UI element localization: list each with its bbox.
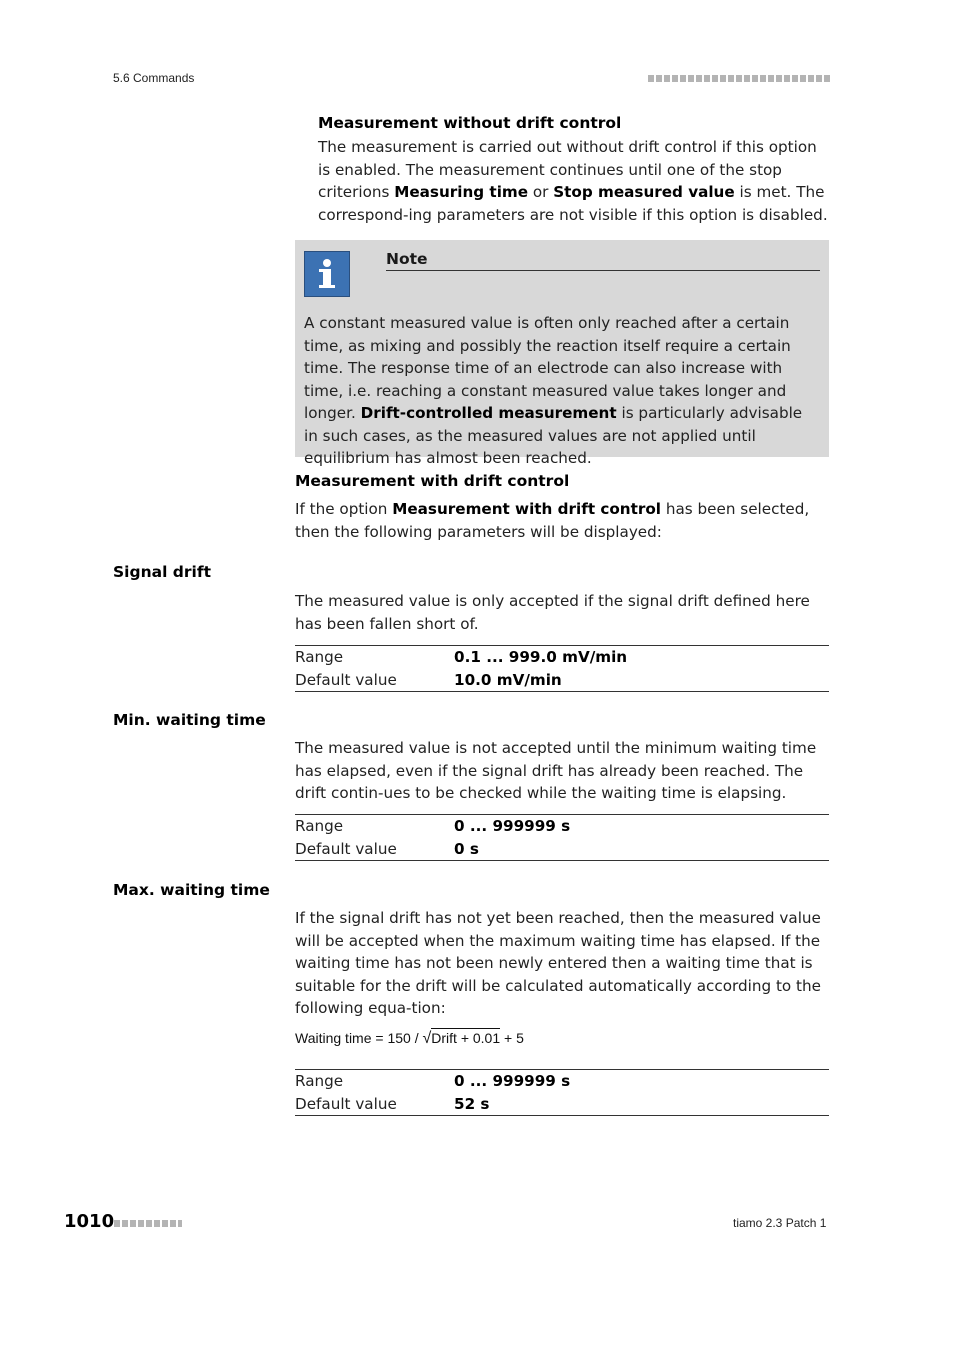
waiting-time-equation: [295, 1030, 524, 1056]
footer-product: tiamo 2.3 Patch 1: [733, 1216, 827, 1230]
heading-without-drift: Measurement without drift control: [318, 114, 622, 132]
default-value: 10.0 mV/min: [454, 670, 562, 689]
info-icon: [304, 251, 350, 297]
range-value: 0 ... 999999 s: [454, 1072, 571, 1090]
note-text: A constant measured value is often only reached after a certain time, as mixing and possibly the reaction itself require a certain time. The response time of an electrode can also increase with time, i.e. reaching a constant measured value takes longer and longer. Drift-controlled measurement is particularly advisable in such cases, as the measured values are not applied until equilibrium has almost been reached.: [304, 314, 803, 467]
default-value: 52 s: [454, 1094, 490, 1113]
max-waiting-time-label: Max. waiting time: [113, 881, 270, 899]
signal-drift-table: [295, 645, 829, 692]
note-title: Note: [386, 250, 820, 271]
range-label: Range: [295, 817, 344, 835]
sqrt-sign: √: [422, 1030, 432, 1047]
footer-decorative-dots: [114, 1220, 182, 1227]
table-row: [295, 838, 829, 861]
equation-right: + 5: [500, 1030, 524, 1046]
range-value: 0.1 ... 999.0 mV/min: [454, 648, 628, 666]
paragraph-without-drift: The measurement is carried out without drift control if this option is enabled. The measurement continues until one of the stop criterions Measuring time or Stop measured value is met. The correspond-ing parameters are not visible if this option is disabled.: [318, 138, 828, 224]
running-header-section: 5.6 Commands: [113, 71, 195, 85]
signal-drift-text: The measured value is only accepted if the signal drift defined here has been fallen short of.: [295, 592, 810, 633]
heading-with-drift: Measurement with drift control: [295, 472, 570, 490]
range-value: 0 ... 999999 s: [454, 817, 571, 835]
equation-left: Waiting time = 150 /: [295, 1030, 423, 1046]
min-waiting-time-label: Min. waiting time: [113, 711, 266, 729]
equation-radicand: Drift + 0.01: [431, 1030, 501, 1046]
range-label: Range: [295, 1072, 344, 1090]
range-label: Range: [295, 648, 344, 666]
max-waiting-time-table: [295, 1069, 829, 1116]
paragraph-with-drift: If the option Measurement with drift control has been selected, then the following parameters will be displayed:: [295, 500, 810, 541]
min-waiting-time-table: [295, 814, 829, 861]
min-waiting-time-text: The measured value is not accepted until the minimum waiting time has elapsed, even if the signal drift has already been reached. The drift contin-ues to be checked while the waiting time is elapsing.: [295, 739, 817, 802]
header-decorative-dots: [648, 75, 830, 82]
table-row: [295, 815, 829, 838]
default-label: Default value: [295, 1094, 397, 1113]
default-label: Default value: [295, 839, 397, 858]
table-row: [295, 1070, 829, 1093]
max-waiting-time-text: If the signal drift has not yet been reached, then the measured value will be accepted when the maximum waiting time has elapsed. If the waiting time has not been newly entered then a waiting time that is suitable for the drift will be calculated automatically according to the following equa-tion:: [295, 909, 821, 1017]
table-row: [295, 669, 829, 692]
table-row: [295, 1093, 829, 1116]
default-label: Default value: [295, 670, 397, 689]
page-number: 1010: [64, 1211, 115, 1232]
signal-drift-label: Signal drift: [113, 563, 211, 581]
table-row: [295, 646, 829, 669]
default-value: 0 s: [454, 839, 479, 858]
